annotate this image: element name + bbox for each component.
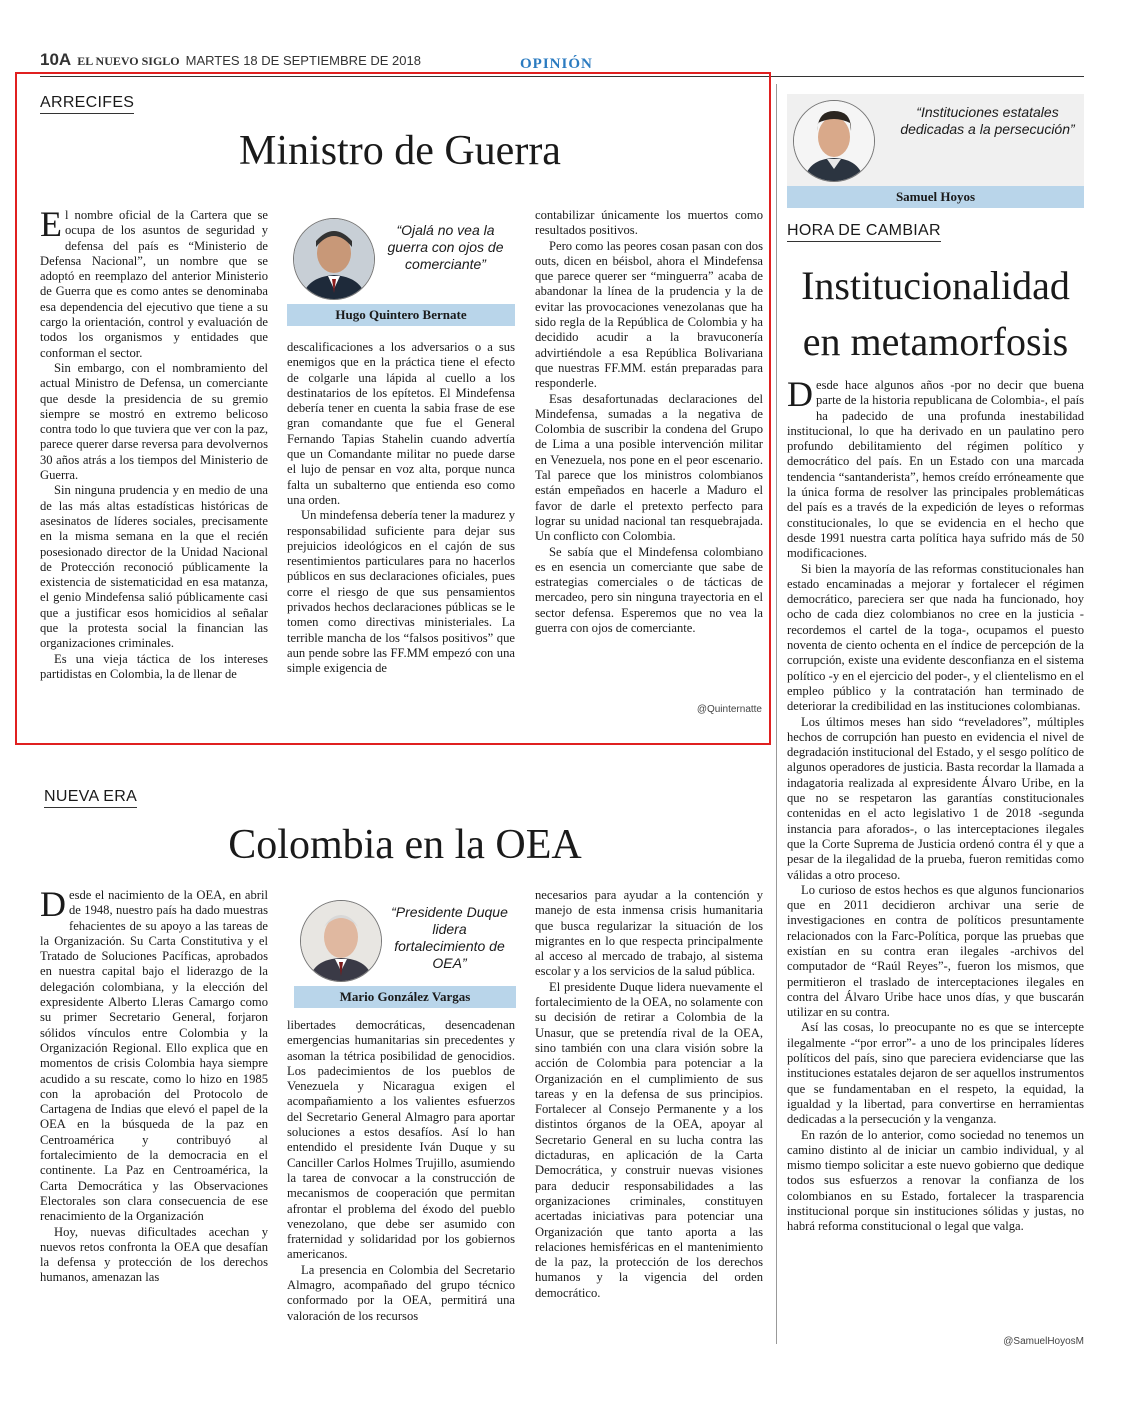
paragraph: En razón de lo anterior, como sociedad no tenemos un camino distinto al de iniciar un cambio individual, y al mismo tiempo solicitar a este nuevo gobierno que dedique todos sus esfuerzos a renovar la confianza de los colombianos en su Estado, fortalecer la trasparencia institucional porque sin instituciones sólidas y justas, no habrá reforma constitucional o legal que valga. bbox=[787, 1127, 1084, 1234]
pull-quote: “Instituciones estatales dedicadas a la persecución” bbox=[900, 104, 1075, 137]
paragraph: Se sabía que el Mindefensa colombiano es en esencia un comerciante que sabe de estrategias comerciales o de tácticas de mercadeo, pero sin ninguna trayectoria en el sector defensa. Esperemos que no vea la guerra con ojos de comerciante. bbox=[535, 544, 763, 636]
paragraph bbox=[40, 208, 268, 361]
article3-kicker: NUEVA ERA bbox=[44, 788, 137, 808]
article3-col2 bbox=[287, 1018, 515, 1350]
paragraph: Es una vieja táctica de los intereses partidistas en Colombia, la de llenar de bbox=[40, 651, 268, 681]
paragraph-text: esde el nacimiento de la OEA, en abril de 1948, nuestro país ha dado muestras fehacientes de su apoyo a las tareas de la Organización. Su Carta Constitutiva y el Tratado de Soluciones Pacíficas, aprobados en nuestra capital bajo el liderazgo de la delegación colombiana, y la elección del expresidente Alberto Lleras Camargo como su primer Secretario General, forjaron sólidos vínculos entre Colombia y la Organización Regional. Ello explica que en momentos de crisis Colombia haya siempre acudido a su rescate, como lo hizo en 1985 con la aprobación del Protocolo de Cartagena de Indias que elevó el papel de la OEA en la búsqueda de la paz en Centroamérica y contribuyó al fortalecimiento de la democracia en el continente. La Paz en Centroamérica, la Carta Democrática y las Observaciones Electorales son clara consecuencia de ese renacimiento de la Organización bbox=[40, 888, 268, 1224]
paragraph-text: l nombre oficial de la Cartera que se ocupa de los asuntos de seguridad y defensa del país es “Ministerio de Defensa Nacional”, un nombre que se adoptó en reemplazo del anterior Ministerio de Guerra que es como antes se denominaba esa dependencia del ejecutivo que tiene a su cargo la orientación, control y evaluación de todos los organismos y entidades que conforman el sector. bbox=[40, 208, 268, 360]
author-name: Mario González Vargas bbox=[294, 986, 516, 1008]
paragraph: Sin ninguna prudencia y en medio de una de las más altas estadísticas históricas de asesinatos de líderes sociales, precisamente en la misma semana en la que el recién posesionado director de la Unidad Nacional de Protección reconoció públicamente la existencia de sistematicidad en esa matanza, el genio Mindefensa salió públicamente casi que a justificar esos homicidios al señalar que la protesta social la financian las organizaciones criminales. bbox=[40, 483, 268, 651]
article1-title: Ministro de Guerra bbox=[239, 128, 561, 174]
author-photo bbox=[300, 900, 382, 982]
article3-col3 bbox=[535, 888, 763, 1350]
paragraph: Sin embargo, con el nombramiento del actual Ministro de Defensa, un comerciante que desde la presidencia de su gremio siempre se mostró en extremo belicoso contra todo lo que tuviera que ver con la paz, parece querer darse reversa para devolvernos 30 años atrás a los tiempos del Ministerio de Guerra. bbox=[40, 360, 268, 483]
paragraph: Si bien la mayoría de las reformas constitucionales han estado encaminadas a mejorar y fortalecer el régimen democrático, pareciera ser que nada ha funcionado, hoy ocho de cada diez colombianos no cree en la justicia -recordemos el cartel de la toga-, ocupamos el puesto noventa de ciento ochenta en el índice de percepción de la corrupción, existe una evidente desconfianza en el sistema político -y en el ejercicio del poder-, y el clientelismo en el empleo público y la contratación han terminado de deteriorar la credibilidad en las instituciones colombianas. bbox=[787, 561, 1084, 714]
paragraph: Así las cosas, lo preocupante no es que se intercepte ilegalmente -“por error”- a uno de los principales líderes políticos del país, sino que pareciera evidenciarse que las instituciones estatales dejaron de ser aquellos instrumentos que se fundamentaban en el respeto, la equidad, la igualdad y la libertad, para convertirse en herramientas dedicadas a la persecución y la venganza. bbox=[787, 1020, 1084, 1127]
page-folio bbox=[40, 50, 421, 70]
author-name: Hugo Quintero Bernate bbox=[287, 304, 515, 326]
pull-quote: “Ojalá no vea la guerra con ojos de comerciante” bbox=[387, 222, 504, 272]
author-handle: @SamuelHoyosM bbox=[1003, 1336, 1084, 1347]
paragraph: necesarios para ayudar a la contención y manejo de esta inmensa crisis humanitaria que busca regularizar la situación de los migrantes en lo que respecta principalmente al acceso al mercado de trabajo, al sistema escolar y a los servicios de la salud pública. bbox=[535, 888, 763, 979]
drop-cap: D bbox=[787, 378, 813, 414]
section-title: OPINIÓN bbox=[520, 56, 593, 72]
article1-col3 bbox=[535, 208, 763, 700]
paragraph: descalificaciones a los adversarios o a sus enemigos que en la práctica tiene el efecto de colgarle una lápida al cuello a los destinatarios de los epítetos. El Mindefensa debería tener en cuenta la sabia frase de ese gran comandante que fue el General Fernando Tapias Stahelin cuando advertía que un Comandante militar no puede darse el lujo de pensar en voz alta, porque nunca falta un subalterno que entienda eso como una orden. bbox=[287, 340, 515, 507]
pull-quote: “Presidente Duque lidera fortalecimiento de OEA” bbox=[391, 904, 508, 971]
article2-title: Institucionalidad en metamorfosis bbox=[801, 263, 1070, 364]
article2-body bbox=[787, 378, 1084, 1334]
paragraph-text: esde hace algunos años -por no decir que buena parte de la historia republicana de Colombia-, el país ha padecido de una profunda inestabilidad institucional, lo que ha derivado en un paulatino pero profundo debilitamiento del régimen político y democrático del país. En un Estado con una marcada tendencia “santanderista”, hemos creído erróneamente que la única forma de resolver las principales problemáticas del país es a través de la expedición de leyes o reformas constitucionales, lo que se evidencia en el hecho que desde 1991 nuestra carta política haya sufrido más de 50 modificaciones. bbox=[787, 378, 1084, 561]
paragraph: Un mindefensa debería tener la madurez y responsabilidad suficiente para dejar sus prejuicios ideológicos en el cajón de sus resentimientos particulares para no hacerlos públicos en sus declaraciones oficiales, pues corre el riesgo de que sus pensamientos privados hechos declaraciones públicas se le tomen como directivas ministeriales. La terrible mancha de los “falsos positivos” que aun pende sobre las FF.MM empezó con una simple exigencia de bbox=[287, 508, 515, 676]
paragraph: Esas desafortunadas declaraciones del Mindefensa, sumadas a la negativa de Colombia de suscribir la condena del Grupo de Lima a una posible intervención militar en Venezuela, nos pone en el peor escenario. Tal parece que los ministros colombianos están empeñados en hacerle a Maduro el favor de darle el pretexto perfecto para lograr su unidad nacional tan resquebrajada. Un conflicto con Colombia. bbox=[535, 391, 763, 544]
paragraph: Hoy, nuevas dificultades acechan y nuevos retos confronta la OEA que desafían la defensa y protección de los derechos humanos, amenazan las bbox=[40, 1224, 268, 1285]
article2-quote-box bbox=[787, 94, 1084, 208]
author-handle: @Quinternatte bbox=[696, 704, 762, 715]
article1-kicker: ARRECIFES bbox=[40, 94, 134, 114]
column-divider bbox=[776, 84, 777, 1344]
article2-kicker: HORA DE CAMBIAR bbox=[787, 222, 941, 242]
paragraph: contabilizar únicamente los muertos como resultados positivos. bbox=[535, 208, 763, 238]
article1-quote-box bbox=[287, 212, 515, 330]
paragraph: Pero como las peores cosan pasan con dos outs, dicen en béisbol, ahora el Mindefensa que parece querer ser “minguerra” acaba de abandonar la línea de la prudencia y la de evitar las provocaciones venezolanas que ha sido regla de la República de Colombia y ha decidido acudir a la bravuconería advirtiéndole a esa República Bolivariana que nuestras FF.MM. están preparadas para responderle. bbox=[535, 238, 763, 391]
issue-date: MARTES 18 DE SEPTIEMBRE DE 2018 bbox=[185, 53, 421, 68]
paragraph: La presencia en Colombia del Secretario Almagro, acompañado del grupo técnico conformado por la OEA, permitirá una valoración de los recursos bbox=[287, 1262, 515, 1323]
article3-quote-box bbox=[294, 894, 516, 1012]
paragraph bbox=[787, 378, 1084, 562]
drop-cap: D bbox=[40, 888, 66, 924]
page-number: 10A bbox=[40, 50, 72, 69]
paragraph: El presidente Duque lidera nuevamente el fortalecimiento de la OEA, no solamente con su decisión de retirar a Colombia de la Unasur, que se pretendía rival de la OEA, sino también con una clara visión sobre la acción de Colombia para potenciar a la Organización en el cumplimiento de sus tareas y en la defensa de sus principios. Fortalecer al Consejo Permanente y a los distintos órganos de la OEA, apoyar al Secretario General en su lucha contra las dictaduras, en aplicación de la Carta Democrática, y construir nuevas visiones para deducir responsabilidades a las organizaciones criminales, constituyen acertadas iniciativas para potenciar una Organización que tanto aporta a las relaciones hemisféricas en el mantenimiento de la paz, la protección de los derechos humanos y la vigencia del orden democrático. bbox=[535, 979, 763, 1300]
author-name: Samuel Hoyos bbox=[787, 186, 1084, 208]
article3-title: Colombia en la OEA bbox=[228, 822, 582, 868]
drop-cap: E bbox=[40, 208, 62, 244]
paragraph: Lo curioso de estos hechos es que algunos funcionarios que en 2011 decidieron archivar una serie de investigaciones en contra de políticos presuntamente relacionados con la Farc-Política, porque las pruebas que existían en su contra eran ilegales -archivos del computador de “Raúl Reyes”-, fueron los mismos, que permitieron el traslado de interceptaciones ilegales en contra del Álvaro Uribe hace unos días, y que buscarán utilizar en su contra. bbox=[787, 882, 1084, 1020]
article3-col1 bbox=[40, 888, 268, 1350]
author-photo bbox=[793, 100, 875, 182]
paragraph bbox=[40, 888, 268, 1225]
paragraph: Los últimos meses han sido “reveladores”, múltiples hechos de corrupción han puesto en evidencia el nivel de degradación institucional del Estado, y el sesgo político de algunos operadores de justicia. Basta recordar la llamada a indagatoria realizada al expresidente Álvaro Uribe, en la que no se respetaron las garantías constitucionales contenidas en el acto legislativo 1 de 2018 -segunda instancia para aforados-, o las interceptaciones ilegales que la Corte Suprema de Justicia ordenó contra él y que a pesar de la ilegalidad de la prueba, fueron remitidas como válidas a otro proceso. bbox=[787, 714, 1084, 882]
author-photo bbox=[293, 218, 375, 300]
article1-col2 bbox=[287, 340, 515, 722]
paper-name: EL NUEVO SIGLO bbox=[77, 54, 180, 68]
article1-col1 bbox=[40, 208, 268, 718]
paragraph: libertades democráticas, desencadenan emergencias humanitarias sin precedentes y asoman la tétrica posibilidad de genocidios. Los padecimientos de los pueblos de Venezuela y Nicaragua exigen el acompañamiento a los valientes esfuerzos del Secretario General Almagro para aportar soluciones a estos desafíos. Así lo han entendido el presidente Iván Duque y su Canciller Carlos Holmes Trujillo, asumiendo la tarea de convocar a la construcción de mecanismos de cooperación que permitan afrontar el problema del éxodo del pueblo venezolano, que debe ser asumido con fraternidad y solidaridad por los gobiernos americanos. bbox=[287, 1018, 515, 1262]
